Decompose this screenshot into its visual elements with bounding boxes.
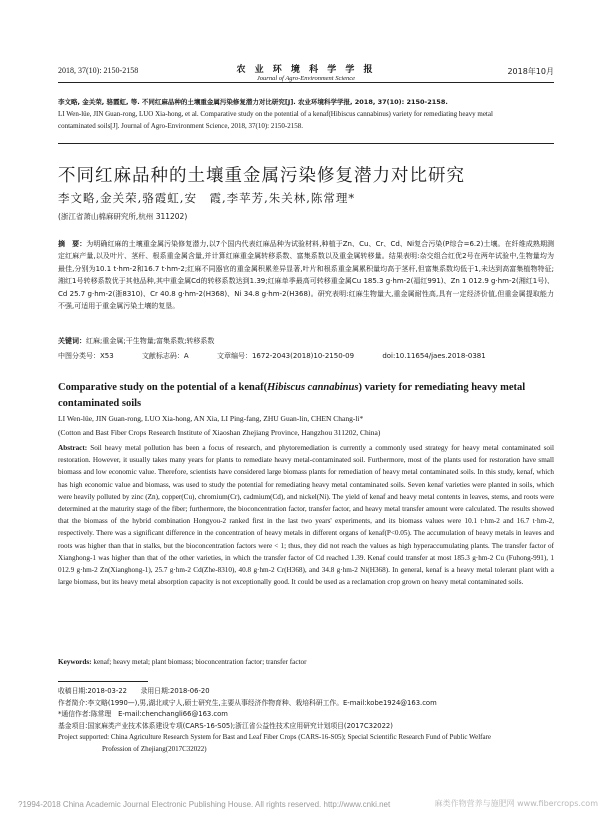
title-en-part2: ) variety for remediating heavy metal contaminated soils <box>58 382 526 409</box>
abstract-cn-label: 摘 要： <box>58 240 87 248</box>
doi: doi:10.11654/jaes.2018-0381 <box>382 352 486 360</box>
citation-en-line2: contaminated soils[J]. Journal of Agro-Environment Science, 2018, 37(10): 2150-2158. <box>58 122 303 130</box>
funding-en-line1: Project supported: China Agriculture Research System for Bast and Leaf Fiber Crops (CARS-16-S05); Special Scientific Research Fund of Public Welfare <box>58 733 492 741</box>
funding-en-line2: Profession of Zhejiang(2017C32022) <box>102 744 207 753</box>
title-en-species: Hibiscus cannabinus <box>267 382 359 393</box>
abstract-en <box>58 442 554 588</box>
author-bio: 作者简介:李文略(1990—),男,湖北咸宁人,硕士研究生,主要从事经济作物育种、栽培科研工作。E-mail:kobe1924@163.com <box>58 698 437 707</box>
article-title-cn: 不同红麻品种的土壤重金属污染修复潜力对比研究 <box>58 166 465 186</box>
citation-rule <box>58 143 554 144</box>
keywords-en-text: kenaf; heavy metal; plant biomass; bioconcentration factor; transfer factor <box>93 658 307 666</box>
article-title-en <box>58 380 554 412</box>
journal-name-cn: 农 业 环 境 科 学 学 报 <box>236 65 376 75</box>
authors-en: LI Wen-lüe, JIN Guan-rong, LUO Xia-hong, AN Xia, LI Ping-fang, ZHU Guan-lin, CHEN Chang-li* <box>58 414 364 423</box>
corresponding-author: *通信作者:陈常理 E-mail:chenchangli66@163.com <box>58 710 228 718</box>
page-footer <box>18 800 598 809</box>
clc-number: 中图分类号：X53 <box>58 352 114 360</box>
affiliation-cn: (浙江省萧山棉麻研究所,杭州 311202) <box>58 212 188 221</box>
journal-name-en: Journal of Agro-Environment Science <box>256 75 356 82</box>
watermark: 麻类作物营养与施肥网 www.fibercrops.com <box>434 799 598 808</box>
journal-masthead <box>200 62 412 82</box>
keywords-cn <box>58 336 554 346</box>
affiliation-en: (Cotton and Bast Fiber Crops Research Institute of Xiaoshan Zhejiang Province, Hangzhou 311202, China) <box>58 428 381 437</box>
received-date: 收稿日期:2018-03-22 录用日期:2018-06-20 <box>58 687 210 695</box>
title-en-part1: Comparative study on the potential of a kenaf( <box>58 382 268 393</box>
keywords-en <box>58 658 554 666</box>
abstract-en-label: Abstract: <box>58 444 88 452</box>
header-date: 2018年10月 <box>507 67 554 76</box>
article-number: 文章编号：1672-2043(2018)10-2150-09 <box>216 352 355 360</box>
keywords-cn-text: 红麻;重金属;干生物量;富集系数;转移系数 <box>86 337 215 345</box>
copyright-notice: ?1994-2018 China Academic Journal Electronic Publishing House. All rights reserved. http://www.cnki.net <box>18 800 391 809</box>
abstract-cn <box>58 238 554 312</box>
citation-cn: 李文略, 金关荣, 骆霞虹, 等. 不同红麻品种的土壤重金属污染修复潜力对比研究[J]. 农业环境科学学报, 2018, 37(10): 2150-2158. <box>58 98 448 106</box>
footnotes <box>58 686 554 755</box>
header-rule <box>58 82 554 83</box>
citation-en-line1: LI Wen-lüe, JIN Guan-rong, LUO Xia-hong, et al. Comparative study on the potential of a kenaf(Hibiscus cannabinus) variety for remediating heavy metal <box>58 110 493 118</box>
funding-cn: 基金项目:国家麻类产业技术体系建设专项(CARS-16-S05);浙江省公益性技术应用研究计划项目(2017C32022) <box>58 721 393 730</box>
keywords-cn-label: 关键词： <box>58 337 86 345</box>
document-code: 文献标志码：A <box>141 352 189 360</box>
footnote-rule <box>58 681 148 682</box>
abstract-cn-text: 为明确红麻的土壤重金属污染修复潜力,以7个国内代表红麻品种为试验材料,种植于Zn、Cu、Cr、Cd、Ni复合污染(P综合=6.2)土壤。在纤维成熟期测定红麻产量,以及叶片、茎秆、根系重金属含量,并计算红麻重金属转移系数、富集系数以及重金属转移量。结果表明:杂交组合红优2号在两年试验中,生物量均为最佳,分别为10.1 t·hm-2和16.7 t·hm-2;红麻不同器官的重金属积累差异显著,叶片和根系重金属累积量均高于茎秆,但富集系数均低于1,未达到高富集植物特征;湘红1号转移系数优于其他品种,其中重金属Cd的转移系数达到1.39;红麻单季最高可转移重金属Cu 185.3 g·hm-2(福红991)、Zn 1 012.9 g·hm-2(湘红1号)、Cd 25.7 g·hm-2(浙8310)、Cr 40.8 g·hm-2(H368)、Ni 34.8 g·hm-2(H368)。研究表明:红麻生物量大,重金属耐性高,具有一定经济价值,但重金属提取能力不强,可适用于重金属污染土壤的复垦。 <box>58 240 555 311</box>
authors-cn: 李文略,金关荣,骆霞虹,安 霞,李苹芳,朱关林,陈常理* <box>58 191 356 205</box>
citation-block <box>58 96 554 132</box>
header-citation: 2018, 37(10): 2150-2158 <box>58 66 139 75</box>
abstract-en-text: Soil heavy metal pollution has been a focus of research, and phytoremediation is currently a commonly used strategy for heavy metal contaminated soil restoration. However, it usually takes many years for plants to remediate heavy metal-contaminated soil. Furthermore, most of the plants used for restoration have small biomass and low economic value. Therefore, scientists have considered large biomass plants for remediation of heavy metal contaminated soils. In this study, kenaf, which has high economic value and biomass, was used to study the potential for remediating heavy metal contaminated soils. Seven kenaf varieties were planted in soils, which were heavily polluted by zinc (Zn), copper(Cu), chromium(Cr), cadmium(Cd), and nickel(Ni). The yield of kenaf and heavy metal contents in leaves, stems, and roots were determined at the maturity stage of the fiber; furthermore, the bioconcentration factor, transfer factor, and heavy metal transfer amount were calculated. The results showed that the biomass of the hybrid combination Hongyou-2 ranked first in the last two years' experiments, and its biomass values were 10.1 t·hm-2 and 16.7 t·hm-2, respectively. There was a significant difference in the concentration of heavy metals in different organs of kenaf(P<0.05). The accumulation of heavy metals in leaves and roots was higher than that in stalks, but the bioconcentration factors were < 1; thus, they did not reach the values as high hyperaccumulating plants. The transfer factor of Xianghong-1 was higher than that of the other varieties, in which the transfer factor of Cd reached 1.39. Kenaf could transfer at most 185.3 g·hm-2 Cu (Fuhong-991), 1 012.9 g·hm-2 Zn(Xianghong-1), 25.7 g·hm-2 Cd(Zhe-8310), 40.8 g·hm-2 Cr(H368), and 34.8 g·hm-2 Ni(H368). In general, kenaf is a heavy metal tolerant plant with a large biomass, but its heavy metal absorption capacity is not exceptionally good. It could be used as a reclamation crop grown on heavy metal contaminated soils. <box>58 444 554 587</box>
keywords-en-label: Keywords: <box>58 658 92 666</box>
article-meta-cn <box>58 351 554 361</box>
